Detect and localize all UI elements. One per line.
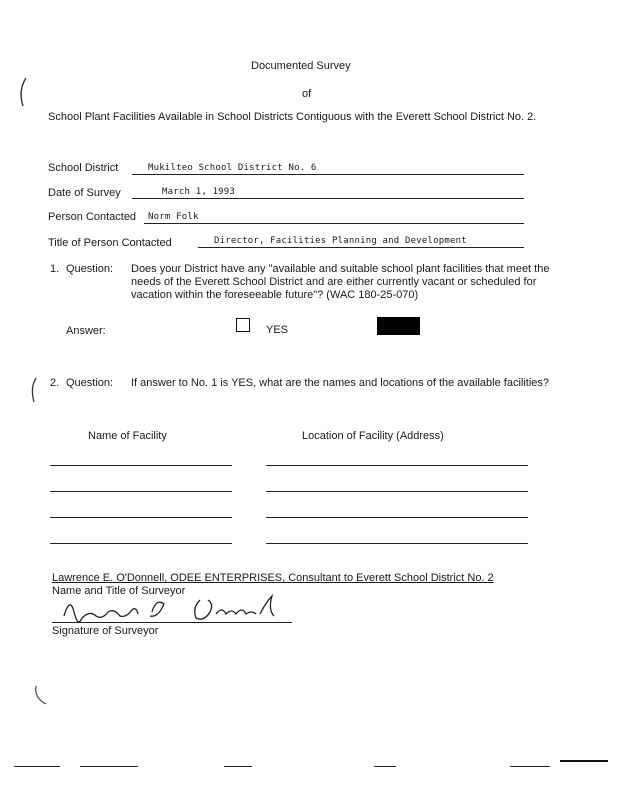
facility-location-line xyxy=(266,543,528,544)
document-title: Documented Survey xyxy=(251,60,351,72)
signature-label: Signature of Surveyor xyxy=(52,625,159,637)
district-value: Mukilteo School District No. 6 xyxy=(148,163,317,173)
edge-mark xyxy=(14,766,60,767)
surveyor-line: Lawrence E. O'Donnell, ODEE ENTERPRISES, Consultant to Everett School District No. 2 xyxy=(52,572,494,584)
facility-location-line xyxy=(266,465,528,466)
yes-checkbox[interactable] xyxy=(236,318,250,332)
facility-location-line xyxy=(266,491,528,492)
facility-name-line xyxy=(50,465,232,466)
district-label: School District xyxy=(48,162,119,174)
title-label: Title of Person Contacted xyxy=(48,237,172,249)
title-underline xyxy=(198,247,524,248)
answer-label: Answer: xyxy=(66,325,106,337)
facility-name-line xyxy=(50,491,232,492)
edge-mark xyxy=(374,766,396,767)
facility-location-line xyxy=(266,517,528,518)
person-label: Person Contacted xyxy=(48,211,137,223)
date-underline xyxy=(132,198,524,199)
q2-number: 2. xyxy=(50,377,60,389)
edge-mark xyxy=(560,760,608,762)
title-of: of xyxy=(302,88,312,100)
date-label: Date of Survey xyxy=(48,187,121,199)
col-location-header: Location of Facility (Address) xyxy=(302,430,444,442)
margin-mark-icon xyxy=(28,684,50,708)
edge-mark xyxy=(224,766,252,767)
q2-label: Question: xyxy=(66,377,114,389)
margin-mark-icon xyxy=(14,74,34,114)
edge-mark xyxy=(80,766,138,767)
redaction-block xyxy=(377,317,420,335)
facility-name-line xyxy=(50,543,232,544)
yes-label: YES xyxy=(266,324,289,336)
district-underline xyxy=(132,174,524,175)
q1-number: 1. xyxy=(50,263,60,275)
q2-text: If answer to No. 1 is YES, what are the names and locations of the available facilities? xyxy=(131,377,550,389)
q1-text: Does your District have any "available and suitable school plant facilities that meet the needs of the Everett School District and are either currently vacant or scheduled for vacation within the foreseeable future"? (WAC 180-25-070) xyxy=(131,263,550,301)
title-value: Director, Facilities Planning and Development xyxy=(214,236,467,246)
document-subtitle: School Plant Facilities Available in School Districts Contiguous with the Everett School District No. 2. xyxy=(48,111,537,123)
margin-mark-icon xyxy=(24,376,44,406)
person-underline xyxy=(144,223,524,224)
col-name-header: Name of Facility xyxy=(88,430,167,442)
facility-name-line xyxy=(50,517,232,518)
date-value: March 1, 1993 xyxy=(162,187,236,197)
surveyor-name-label: Name and Title of Surveyor xyxy=(52,585,186,597)
q1-label: Question: xyxy=(66,263,114,275)
edge-mark xyxy=(510,766,550,767)
signature-line xyxy=(52,622,292,623)
person-value: Norm Folk xyxy=(148,212,199,222)
